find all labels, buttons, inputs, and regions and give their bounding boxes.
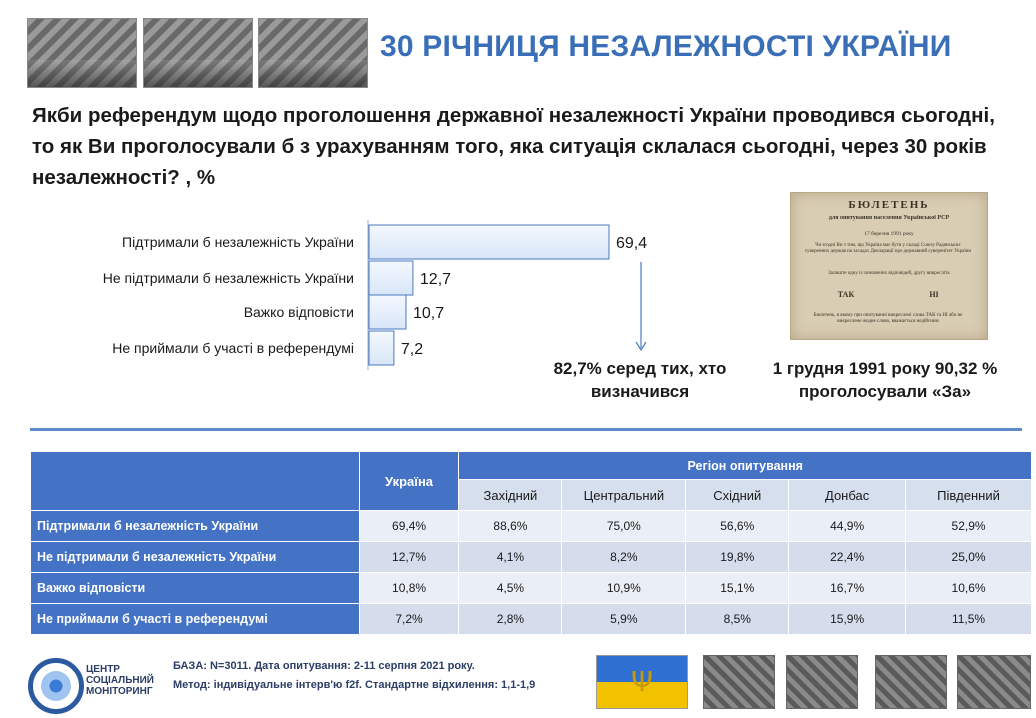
survey-question: Якби референдум щодо проголошення державної незалежності України проводився сьогодні, то як Ви проголосували б з урахуванням того, яка ситуація склалася сьогодні, через 30 років незалежності? , % — [32, 104, 995, 189]
row-label: Важко відповісти — [31, 573, 360, 604]
table-header-column: Донбас — [789, 480, 906, 511]
table-cell: 11,5% — [906, 604, 1032, 635]
table-cell: 19,8% — [686, 542, 789, 573]
bar-value-label: 7,2 — [400, 341, 424, 358]
section-divider — [30, 428, 1022, 431]
ballot-instruction: Залиште одну із зазначених відповідей, другу викресліть — [828, 271, 950, 276]
bar-category-label: Підтримали б незалежність України — [122, 234, 354, 250]
survey-base-info — [173, 657, 535, 695]
header-photo-2 — [143, 18, 253, 88]
table-cell: 2,8% — [459, 604, 562, 635]
footer-photo-1 — [703, 655, 775, 709]
bar-value-label: 12,7 — [419, 271, 452, 288]
table-cell: 8,2% — [562, 542, 686, 573]
table-header-column: Центральний — [562, 480, 686, 511]
row-label: Підтримали б незалежність України — [31, 511, 360, 542]
table-cell: 15,9% — [789, 604, 906, 635]
footer-photo-4 — [957, 655, 1031, 709]
arrow-down-icon — [634, 262, 648, 354]
bar-category-label: Не приймали б участі в референдумі — [112, 340, 354, 356]
ballot-yes: ТАК — [837, 290, 855, 299]
bar — [369, 261, 413, 295]
table-header-column: Західний — [459, 480, 562, 511]
footer-photo-2 — [786, 655, 858, 709]
table-header-region: Регіон опитування — [459, 452, 1032, 480]
table-cell: 69,4% — [359, 511, 459, 542]
table-header-ukraine: Україна — [359, 452, 459, 511]
table-cell: 10,8% — [359, 573, 459, 604]
header-photo-1 — [27, 18, 137, 88]
table-cell: 4,5% — [459, 573, 562, 604]
row-label: Не підтримали б незалежність України — [31, 542, 360, 573]
table-cell: 88,6% — [459, 511, 562, 542]
logo-text: ЦЕНТР СОЦІАЛЬНИЙ МОНІТОРИНГ — [86, 664, 154, 697]
page-title: 30 РІЧНИЦЯ НЕЗАЛЕЖНОСТІ УКРАЇНИ — [380, 30, 952, 63]
table-row — [31, 573, 1032, 604]
bar — [369, 295, 406, 329]
table-cell: 44,9% — [789, 511, 906, 542]
ballot-footer: Бюлетень, в якому при опитуванні викреслені слова ТАК та НІ або не викреслене жодне слово, вважається недійсним — [813, 313, 963, 324]
decided-note: 82,7% серед тих, хто визначився — [553, 359, 727, 401]
bar-value-label: 10,7 — [413, 305, 445, 322]
row-label: Не приймали б участі в референдумі — [31, 604, 360, 635]
table-cell: 7,2% — [359, 604, 459, 635]
table-header-column: Південний — [906, 480, 1032, 511]
bar-category-label: Не підтримали б незалежність України — [102, 270, 354, 286]
table-cell: 12,7% — [359, 542, 459, 573]
table-corner — [31, 452, 360, 511]
method-line: Метод: індивідуальне інтерв'ю f2f. Стандартне відхилення: 1,1-1,9 — [173, 679, 536, 691]
referendum-1991-note: 1 грудня 1991 року 90,32 % проголосували «За» — [772, 359, 998, 401]
table-row — [31, 542, 1032, 573]
table-cell: 15,1% — [686, 573, 789, 604]
table-cell: 22,4% — [789, 542, 906, 573]
table-cell: 52,9% — [906, 511, 1032, 542]
footer-photo-3 — [875, 655, 947, 709]
ballot-title: БЮЛЕТЕНЬ — [848, 199, 930, 211]
table-cell: 10,9% — [562, 573, 686, 604]
bar-chart — [0, 215, 700, 375]
table-cell: 10,6% — [906, 573, 1032, 604]
table-cell: 25,0% — [906, 542, 1032, 573]
table-cell: 16,7% — [789, 573, 906, 604]
table-cell: 4,1% — [459, 542, 562, 573]
header-photo-3 — [258, 18, 368, 88]
bar — [369, 225, 609, 259]
table-cell: 56,6% — [686, 511, 789, 542]
table-header-column: Східний — [686, 480, 789, 511]
regional-table — [30, 451, 1032, 635]
bar-value-label: 69,4 — [616, 235, 648, 252]
base-line: БАЗА: N=3011. Дата опитування: 2-11 серпня 2021 року. — [173, 660, 475, 672]
table-row — [31, 511, 1032, 542]
ballot-subtitle: для опитування населення Української РСР — [828, 215, 950, 221]
ballot-date: 17 березня 1991 року — [864, 231, 914, 237]
bar-category-label: Важко відповісти — [243, 304, 354, 320]
table-cell: 75,0% — [562, 511, 686, 542]
ballot-text: Чи згодні Ви з тим, що Україна має бути у складі Союзу Радянських суверенних держав на засадах Декларації про державний суверенітет України — [804, 243, 972, 254]
ukraine-flag-image — [596, 655, 688, 709]
logo-emblem-icon — [28, 658, 84, 714]
table-cell: 8,5% — [686, 604, 789, 635]
logo — [28, 654, 164, 714]
table-cell: 5,9% — [562, 604, 686, 635]
ballot-no: НІ — [929, 290, 939, 299]
bar — [369, 331, 394, 365]
ballot-image — [790, 192, 988, 340]
trident-icon: Ψ — [630, 665, 654, 698]
table-row — [31, 604, 1032, 635]
